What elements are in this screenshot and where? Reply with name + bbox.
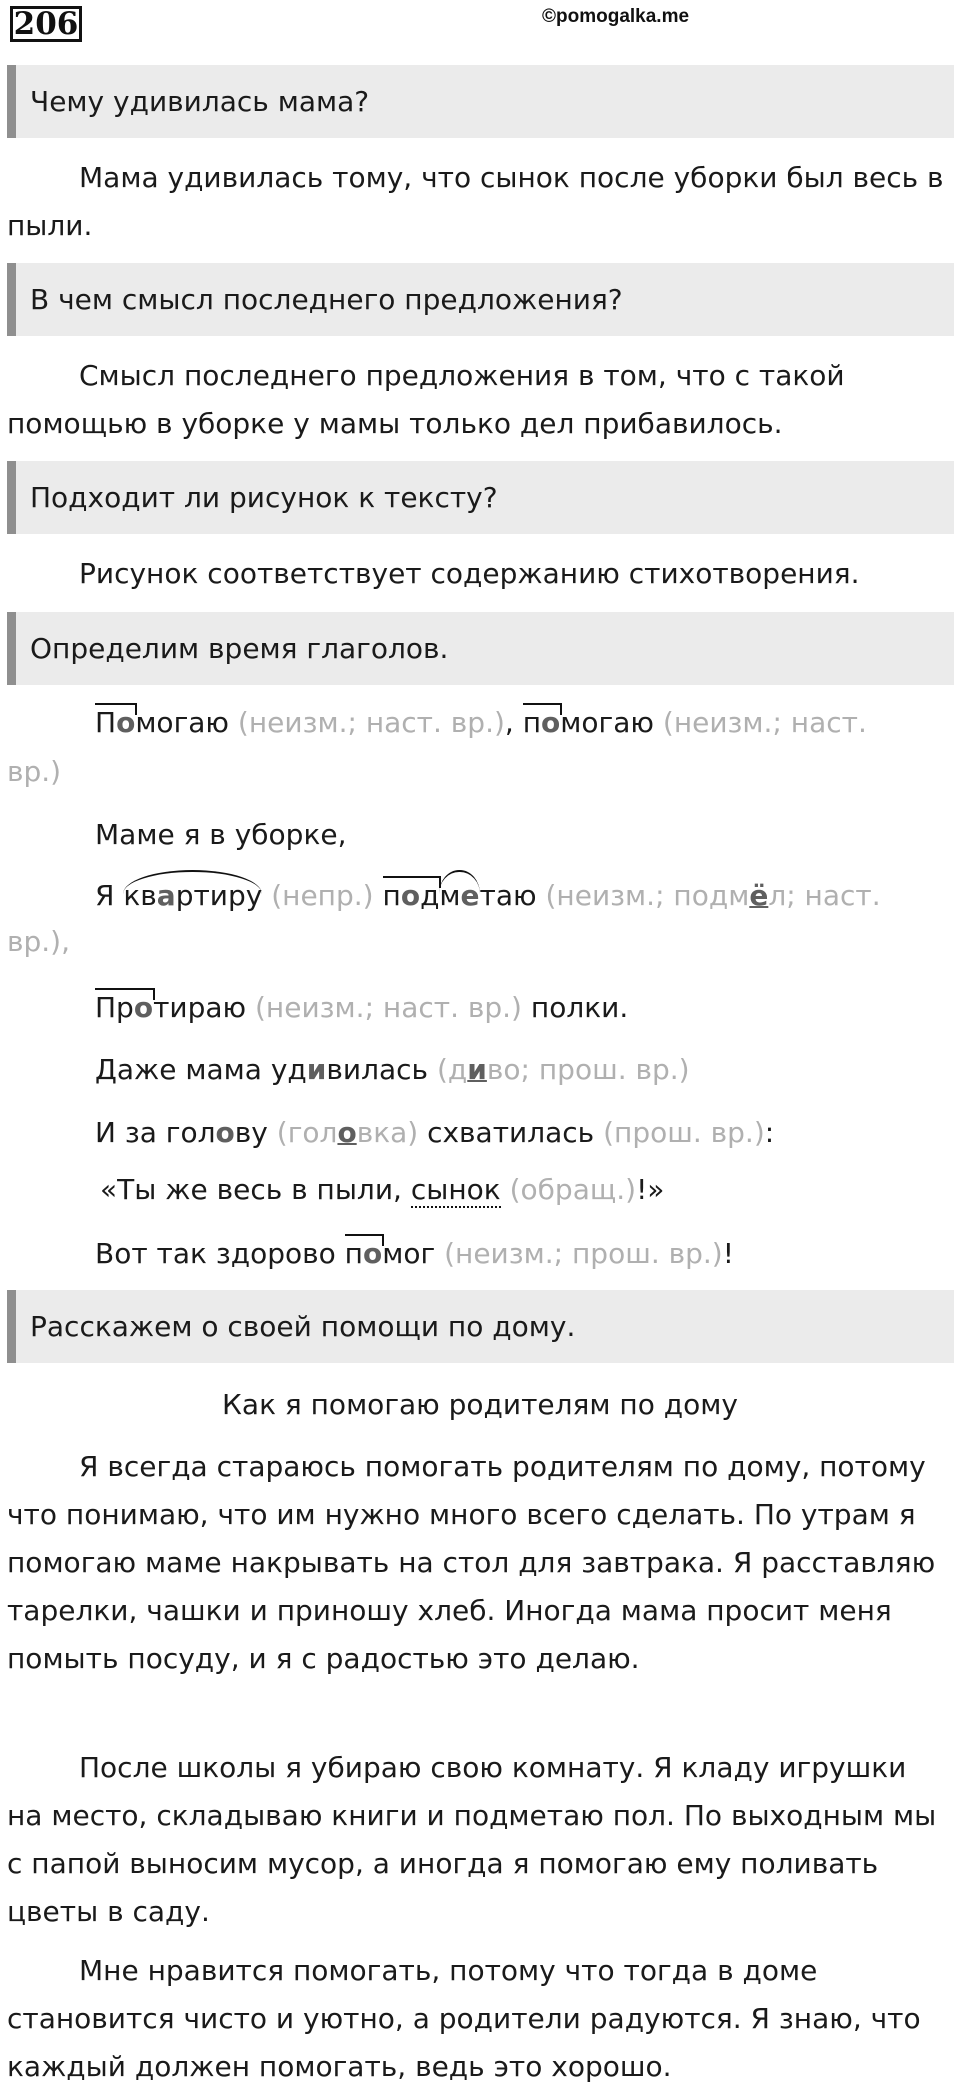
answer-1: Мама удивилась тому, что сынок после уборки был весь в пыли. <box>7 161 944 242</box>
poem-line-3: Я квартиру (непр.) подметаю (неизм.; подмёл; наст. <box>95 876 881 916</box>
site-credit: ©pomogalka.me <box>542 6 690 27</box>
poem-line-4: Протираю (неизм.; наст. вр.) полки. <box>95 988 628 1028</box>
page-number: 206 <box>10 6 82 42</box>
question-1: Чему удивилась мама? <box>7 65 954 138</box>
essay-paragraph-2: После школы я убираю свою комнату. Я кладу игрушки на место, складываю книги и подметаю пол. По выходным мы с папой выносим мусор, а иногда я помогаю ему поливать цветы в саду. <box>7 1751 937 1928</box>
poem-line-7: «Ты же весь в пыли, сынок (обращ.)!» <box>100 1173 665 1206</box>
poem-line-6: И за голову (головка) схватилась (прош. вр.): <box>95 1116 775 1149</box>
answer-3: Рисунок соответствует содержанию стихотворения. <box>79 557 860 590</box>
question-3: Подходит ли рисунок к тексту? <box>7 461 954 534</box>
poem-line-5: Даже мама удивилась (диво; прош. вр.) <box>95 1053 690 1086</box>
root-arc: ме <box>439 876 479 916</box>
prefix-mark: Про <box>95 988 153 1028</box>
question-2: В чем смысл последнего предложения? <box>7 263 954 336</box>
prefix-mark: По <box>95 703 135 743</box>
root-arc: квартиру <box>123 876 262 916</box>
question-4: Определим время глаголов. <box>7 612 954 685</box>
poem-line-1-cont: вр.) <box>7 755 62 788</box>
essay-paragraph-1: Я всегда стараюсь помогать родителям по дому, потому что понимаю, что им нужно много всего сделать. По утрам я помогаю маме накрывать на стол для завтрака. Я расставляю тарелки, чашки и приношу хлеб. Иногда мама просит меня помыть посуду, и я с радостью это делаю. <box>7 1450 936 1675</box>
prefix-mark: под <box>383 876 440 916</box>
poem-line-2: Маме я в уборке, <box>95 818 347 851</box>
poem-line-3-cont: вр.), <box>7 925 70 958</box>
essay-title: Как я помогаю родителям по дому <box>222 1388 738 1421</box>
prefix-mark: по <box>523 703 561 743</box>
poem-line-8: Вот так здорово помог (неизм.; прош. вр.)! <box>95 1234 734 1274</box>
prefix-mark: по <box>345 1234 383 1274</box>
essay-paragraph-3: Мне нравится помогать, потому что тогда в доме становится чисто и уютно, а родители радуются. Я знаю, что каждый должен помогать, ведь это хорошо. <box>7 1954 921 2083</box>
question-5: Расскажем о своей помощи по дому. <box>7 1290 954 1363</box>
address-word: сынок <box>410 1173 501 1206</box>
poem-line-1: Помогаю (неизм.; наст. вр.), помогаю (неизм.; наст. <box>95 703 867 743</box>
answer-2: Смысл последнего предложения в том, что с такой помощью в уборке у мамы только дел прибавилось. <box>7 359 845 440</box>
